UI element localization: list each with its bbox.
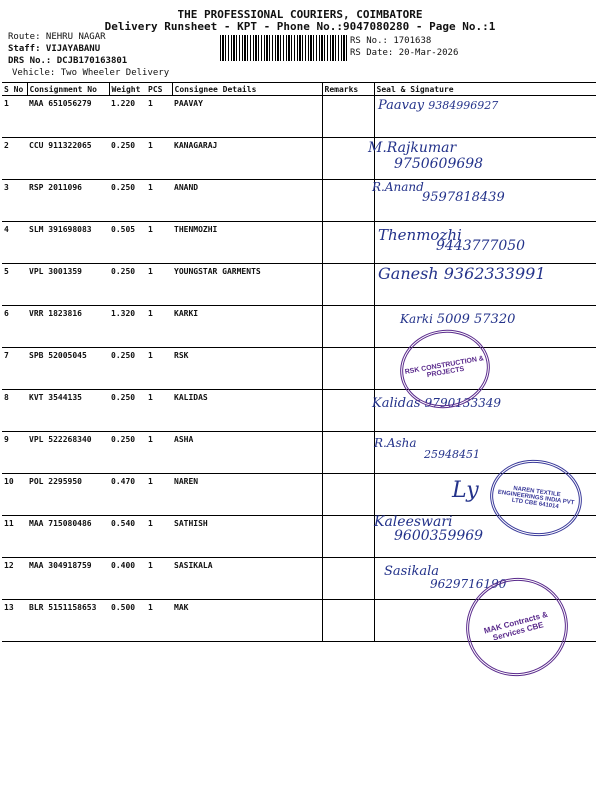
rs-date: RS Date: 20-Mar-2026 bbox=[350, 48, 459, 58]
signature-5 bbox=[378, 264, 546, 283]
row-consignee: PAAVAY bbox=[172, 96, 322, 138]
signature-name: M.Rajkumar bbox=[368, 140, 457, 156]
row-remarks bbox=[322, 96, 374, 138]
row-remarks bbox=[322, 516, 374, 558]
row-weight: 0.250 bbox=[109, 180, 146, 222]
row-consignee: NAREN bbox=[172, 474, 322, 516]
rsk-seal-text: RSK CONSTRUCTION & PROJECTS bbox=[404, 355, 485, 380]
col-sno: S No bbox=[2, 83, 27, 96]
row-consignee: YOUNGSTAR GARMENTS bbox=[172, 264, 322, 306]
row-remarks bbox=[322, 180, 374, 222]
signature-phone: 9600359969 bbox=[394, 528, 484, 544]
signature-name: Kalidas bbox=[372, 396, 421, 411]
row-remarks bbox=[322, 264, 374, 306]
signature-phone: 9384996927 bbox=[428, 99, 499, 112]
row-consignee: THENMOZHI bbox=[172, 222, 322, 264]
signature-phone: 9629716190 bbox=[430, 577, 507, 591]
row-consignee: KALIDAS bbox=[172, 390, 322, 432]
signature-phone: 9597818439 bbox=[422, 190, 505, 205]
row-remarks bbox=[322, 390, 374, 432]
table-row bbox=[2, 390, 596, 432]
rs-number: RS No.: 1701638 bbox=[350, 36, 432, 46]
row-remarks bbox=[322, 600, 374, 642]
col-signature: Seal & Signature bbox=[374, 83, 596, 96]
signature-phone: 9443777050 bbox=[436, 238, 526, 254]
row-consignee: KANAGARAJ bbox=[172, 138, 322, 180]
row-weight: 0.505 bbox=[109, 222, 146, 264]
staff-label: Staff: VIJAYABANU bbox=[8, 44, 101, 54]
company-title: THE PROFESSIONAL COURIERS, COIMBATORE bbox=[177, 8, 423, 21]
table-row bbox=[2, 180, 596, 222]
runsheet-subtitle: Delivery Runsheet - KPT - Phone No.:9047080280 - Page No.:1 bbox=[104, 20, 496, 33]
row-sno: 7 bbox=[2, 348, 27, 390]
row-remarks bbox=[322, 138, 374, 180]
row-pcs: 1 bbox=[146, 348, 172, 390]
row-consignment: KVT 3544135 bbox=[27, 390, 109, 432]
signature-phone: 9750609698 bbox=[394, 156, 484, 172]
row-pcs: 1 bbox=[146, 264, 172, 306]
runsheet-table bbox=[2, 82, 596, 642]
signature-1 bbox=[378, 98, 498, 113]
signature-name: Paavay bbox=[378, 98, 425, 113]
row-weight: 0.250 bbox=[109, 264, 146, 306]
signature-name: Thenmozhi bbox=[378, 226, 462, 244]
row-sno: 2 bbox=[2, 138, 27, 180]
row-weight: 0.400 bbox=[109, 558, 146, 600]
signature-name: Kaleeswari bbox=[374, 514, 453, 530]
row-sno: 6 bbox=[2, 306, 27, 348]
col-consignment: Consignment No bbox=[27, 83, 109, 96]
row-remarks bbox=[322, 432, 374, 474]
row-pcs: 1 bbox=[146, 138, 172, 180]
row-consignment: CCU 911322065 bbox=[27, 138, 109, 180]
col-pcs: PCS bbox=[146, 83, 172, 96]
row-consignee: MAK bbox=[172, 600, 322, 642]
row-sno: 9 bbox=[2, 432, 27, 474]
row-weight: 0.250 bbox=[109, 348, 146, 390]
row-sno: 10 bbox=[2, 474, 27, 516]
row-pcs: 1 bbox=[146, 180, 172, 222]
col-weight: Weight bbox=[109, 83, 146, 96]
row-pcs: 1 bbox=[146, 96, 172, 138]
row-consignee: ANAND bbox=[172, 180, 322, 222]
row-sno: 11 bbox=[2, 516, 27, 558]
signature-name: Karki bbox=[400, 312, 433, 326]
row-sno: 8 bbox=[2, 390, 27, 432]
signature-name: Sasikala bbox=[384, 564, 440, 579]
row-consignment: SPB 52005045 bbox=[27, 348, 109, 390]
signature-4 bbox=[378, 226, 525, 254]
row-sno: 3 bbox=[2, 180, 27, 222]
signature-phone: 9790133349 bbox=[424, 396, 502, 410]
row-sno: 5 bbox=[2, 264, 27, 306]
row-remarks bbox=[322, 558, 374, 600]
table-header-row bbox=[2, 83, 596, 96]
signature-phone: 25948451 bbox=[424, 448, 480, 461]
row-remarks bbox=[322, 348, 374, 390]
row-weight: 0.470 bbox=[109, 474, 146, 516]
row-pcs: 1 bbox=[146, 390, 172, 432]
row-consignment: BLR 5151158653 bbox=[27, 600, 109, 642]
row-weight: 1.220 bbox=[109, 96, 146, 138]
row-consignee: ASHA bbox=[172, 432, 322, 474]
signature-3 bbox=[372, 180, 505, 205]
naren-seal-text: NAREN TEXTILE ENGINEERINGS INDIA PVT LTD CBE 641014 bbox=[497, 485, 575, 511]
row-weight: 0.250 bbox=[109, 138, 146, 180]
row-pcs: 1 bbox=[146, 558, 172, 600]
row-sno: 12 bbox=[2, 558, 27, 600]
row-consignment: MAA 715080486 bbox=[27, 516, 109, 558]
row-consignment: VPL 522268340 bbox=[27, 432, 109, 474]
signature-11 bbox=[374, 514, 483, 544]
table-row bbox=[2, 96, 596, 138]
signature-phone: 9362333991 bbox=[443, 264, 546, 283]
signature-name: Ganesh bbox=[378, 264, 439, 283]
row-pcs: 1 bbox=[146, 516, 172, 558]
row-consignee: SASIKALA bbox=[172, 558, 322, 600]
signature-name: R.Asha bbox=[374, 436, 417, 450]
row-remarks bbox=[322, 222, 374, 264]
row-weight: 0.500 bbox=[109, 600, 146, 642]
row-weight: 1.320 bbox=[109, 306, 146, 348]
row-pcs: 1 bbox=[146, 432, 172, 474]
col-consignee: Consignee Details bbox=[172, 83, 322, 96]
row-weight: 0.250 bbox=[109, 390, 146, 432]
route-label: Route: NEHRU NAGAR bbox=[8, 32, 106, 42]
signature-6 bbox=[400, 312, 515, 327]
row-consignment: VPL 3001359 bbox=[27, 264, 109, 306]
row-sno: 13 bbox=[2, 600, 27, 642]
row-consignment: POL 2295950 bbox=[27, 474, 109, 516]
row-consignee: RSK bbox=[172, 348, 322, 390]
col-remarks: Remarks bbox=[322, 83, 374, 96]
mak-seal-text: MAK Contracts & Services CBE bbox=[482, 609, 549, 643]
signature-2 bbox=[368, 140, 483, 172]
row-pcs: 1 bbox=[146, 600, 172, 642]
row-pcs: 1 bbox=[146, 474, 172, 516]
row-pcs: 1 bbox=[146, 222, 172, 264]
row-sno: 1 bbox=[2, 96, 27, 138]
row-consignment: SLM 391698083 bbox=[27, 222, 109, 264]
signature-9 bbox=[374, 436, 480, 461]
vehicle-label: Vehicle: Two Wheeler Delivery bbox=[12, 68, 170, 78]
table-row bbox=[2, 348, 596, 390]
table-row bbox=[2, 138, 596, 180]
row-consignment: VRR 1823816 bbox=[27, 306, 109, 348]
row-sno: 4 bbox=[2, 222, 27, 264]
signature-name: R.Anand bbox=[372, 180, 424, 194]
barcode bbox=[220, 35, 348, 61]
row-consignee: SATHISH bbox=[172, 516, 322, 558]
row-weight: 0.250 bbox=[109, 432, 146, 474]
row-consignment: MAA 651056279 bbox=[27, 96, 109, 138]
row-weight: 0.540 bbox=[109, 516, 146, 558]
row-remarks bbox=[322, 474, 374, 516]
row-consignment: MAA 304918759 bbox=[27, 558, 109, 600]
row-consignment: RSP 2011096 bbox=[27, 180, 109, 222]
drs-label: DRS No.: DCJB170163801 bbox=[8, 56, 128, 66]
row-pcs: 1 bbox=[146, 306, 172, 348]
signature-phone: 5009 57320 bbox=[436, 312, 516, 327]
row-consignee: KARKI bbox=[172, 306, 322, 348]
signature-10-mark: Ly bbox=[452, 478, 479, 503]
row-remarks bbox=[322, 306, 374, 348]
